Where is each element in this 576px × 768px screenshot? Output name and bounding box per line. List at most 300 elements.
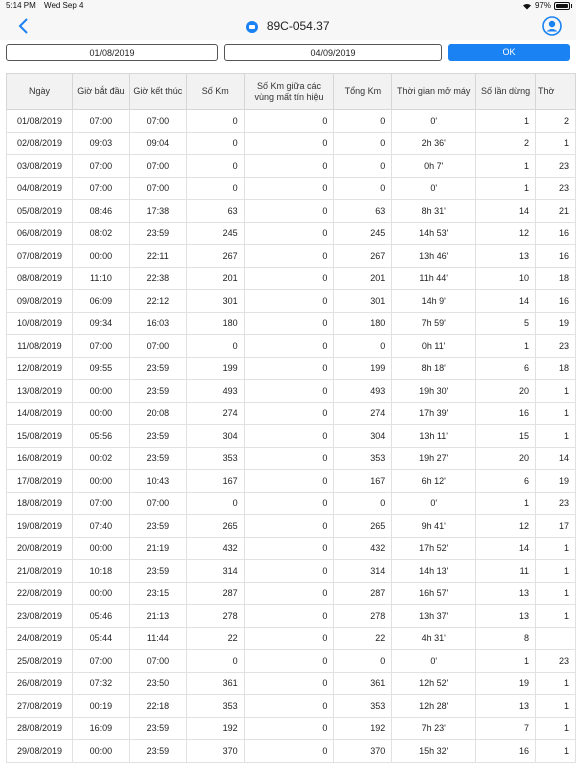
table-cell: 1 [535, 560, 575, 583]
table-cell: 0 [334, 132, 392, 155]
table-cell: 1 [535, 425, 575, 448]
table-row[interactable] [7, 650, 576, 673]
table-cell: 23:59 [129, 425, 186, 448]
table-cell: 0 [244, 740, 334, 763]
table-cell: 0' [392, 110, 476, 133]
table-cell: 17:38 [129, 200, 186, 223]
table-cell: 0 [244, 312, 334, 335]
table-cell: 432 [186, 537, 244, 560]
table-cell: 9h 41' [392, 515, 476, 538]
table-cell: 00:00 [72, 245, 129, 268]
table-cell: 13 [476, 582, 536, 605]
table-cell: 07:00 [129, 110, 186, 133]
table-cell: 167 [186, 470, 244, 493]
table-cell: 09:55 [72, 357, 129, 380]
table-cell: 353 [186, 447, 244, 470]
header-engine-time: Thời gian mở máy [392, 74, 476, 110]
table-row[interactable] [7, 380, 576, 403]
table-cell: 1 [476, 177, 536, 200]
table-cell: 1 [476, 335, 536, 358]
table-cell: 2 [476, 132, 536, 155]
table-cell: 04/08/2019 [7, 177, 73, 200]
table-cell: 07:00 [129, 335, 186, 358]
table-cell: 22:18 [129, 695, 186, 718]
table-cell: 6h 12' [392, 470, 476, 493]
table-cell: 0 [244, 627, 334, 650]
table-cell: 07:00 [129, 492, 186, 515]
table-row[interactable] [7, 717, 576, 740]
table-cell: 0 [186, 492, 244, 515]
table-cell: 08/08/2019 [7, 267, 73, 290]
table-cell: 1 [535, 740, 575, 763]
table-cell: 1 [535, 402, 575, 425]
table-cell: 00:19 [72, 695, 129, 718]
profile-button[interactable] [542, 16, 562, 36]
table-cell: 1 [535, 605, 575, 628]
table-cell: 15/08/2019 [7, 425, 73, 448]
table-cell: 6 [476, 470, 536, 493]
table-cell: 21:19 [129, 537, 186, 560]
table-cell: 19 [476, 672, 536, 695]
table-cell: 1 [535, 672, 575, 695]
table-cell: 20:08 [129, 402, 186, 425]
table-cell: 8h 31' [392, 200, 476, 223]
table-cell: 0 [244, 537, 334, 560]
table-cell: 22:12 [129, 290, 186, 313]
table-cell: 08:46 [72, 200, 129, 223]
table-cell: 14 [476, 290, 536, 313]
table-cell: 11:10 [72, 267, 129, 290]
table-cell: 0 [244, 425, 334, 448]
table-cell: 07:40 [72, 515, 129, 538]
table-cell: 314 [186, 560, 244, 583]
table-cell: 23:50 [129, 672, 186, 695]
table-cell: 0 [334, 177, 392, 200]
table-cell: 13/08/2019 [7, 380, 73, 403]
table-cell: 1 [535, 582, 575, 605]
table-row[interactable] [7, 695, 576, 718]
ok-button[interactable]: OK [448, 44, 570, 61]
table-cell: 0 [244, 245, 334, 268]
table-cell: 19h 30' [392, 380, 476, 403]
table-cell: 0 [186, 155, 244, 178]
table-cell: 09:34 [72, 312, 129, 335]
table-cell: 07/08/2019 [7, 245, 73, 268]
status-time: 5:14 PM [6, 1, 36, 10]
table-cell: 301 [186, 290, 244, 313]
table-cell: 23 [535, 177, 575, 200]
table-cell: 1 [476, 650, 536, 673]
table-cell: 18 [535, 267, 575, 290]
table-cell: 1 [535, 717, 575, 740]
table-cell: 2 [535, 110, 575, 133]
table-cell: 5 [476, 312, 536, 335]
table-cell: 0 [244, 560, 334, 583]
table-cell: 1 [535, 695, 575, 718]
table-cell: 265 [334, 515, 392, 538]
table-cell: 20/08/2019 [7, 537, 73, 560]
table-cell: 0 [244, 267, 334, 290]
table-cell: 6 [476, 357, 536, 380]
report-table-container[interactable] [6, 73, 576, 768]
table-cell: 22 [334, 627, 392, 650]
header-km-signal-loss: Số Km giữa các vùng mất tín hiệu [244, 74, 334, 110]
table-cell: 1 [476, 492, 536, 515]
table-cell: 14h 13' [392, 560, 476, 583]
table-cell: 06:09 [72, 290, 129, 313]
table-cell: 0' [392, 177, 476, 200]
table-cell: 7h 59' [392, 312, 476, 335]
table-cell: 29/08/2019 [7, 740, 73, 763]
table-header-row [7, 74, 576, 110]
table-cell: 07:00 [129, 177, 186, 200]
table-cell: 23 [535, 492, 575, 515]
table-cell: 0 [334, 650, 392, 673]
table-cell: 14h 9' [392, 290, 476, 313]
table-cell: 23 [535, 155, 575, 178]
table-cell: 0 [186, 650, 244, 673]
table-cell: 07:32 [72, 672, 129, 695]
table-cell: 08:02 [72, 222, 129, 245]
table-row[interactable] [7, 290, 576, 313]
filter-bar [0, 40, 576, 70]
table-cell: 23 [535, 650, 575, 673]
table-cell: 28/08/2019 [7, 717, 73, 740]
user-icon [542, 16, 562, 36]
table-cell: 12h 52' [392, 672, 476, 695]
table-cell: 19 [535, 470, 575, 493]
table-cell: 09/08/2019 [7, 290, 73, 313]
table-cell: 21:13 [129, 605, 186, 628]
table-cell: 180 [186, 312, 244, 335]
header-end-time: Giờ kết thúc [129, 74, 186, 110]
table-row[interactable] [7, 605, 576, 628]
table-cell: 16 [535, 245, 575, 268]
table-cell: 13h 46' [392, 245, 476, 268]
table-cell: 0h 11' [392, 335, 476, 358]
table-cell: 1 [476, 110, 536, 133]
table-cell: 19/08/2019 [7, 515, 73, 538]
table-cell: 0 [244, 335, 334, 358]
table-cell: 23:59 [129, 740, 186, 763]
car-icon [246, 21, 258, 33]
table-cell: 11 [476, 560, 536, 583]
table-cell: 63 [334, 200, 392, 223]
table-cell: 13 [476, 695, 536, 718]
table-cell: 0 [244, 177, 334, 200]
table-cell: 00:00 [72, 380, 129, 403]
table-cell: 11:44 [129, 627, 186, 650]
table-cell: 16 [535, 290, 575, 313]
table-cell: 23:59 [129, 447, 186, 470]
table-cell: 07:00 [72, 110, 129, 133]
table-cell: 17h 52' [392, 537, 476, 560]
table-row[interactable] [7, 447, 576, 470]
table-cell: 2h 36' [392, 132, 476, 155]
table-cell: 00:00 [72, 582, 129, 605]
table-cell: 16/08/2019 [7, 447, 73, 470]
table-row[interactable] [7, 357, 576, 380]
header-total-km: Tổng Km [334, 74, 392, 110]
table-cell: 05:44 [72, 627, 129, 650]
table-cell: 493 [186, 380, 244, 403]
table-cell: 0 [244, 470, 334, 493]
table-cell: 00:00 [72, 470, 129, 493]
table-row[interactable] [7, 515, 576, 538]
table-cell: 0 [244, 290, 334, 313]
table-cell: 01/08/2019 [7, 110, 73, 133]
table-row[interactable] [7, 155, 576, 178]
table-cell: 07:00 [72, 177, 129, 200]
table-cell: 278 [186, 605, 244, 628]
table-cell: 14/08/2019 [7, 402, 73, 425]
table-cell: 0 [244, 380, 334, 403]
table-cell: 0 [244, 582, 334, 605]
table-cell: 0 [244, 110, 334, 133]
table-row[interactable] [7, 740, 576, 763]
table-cell: 1 [535, 537, 575, 560]
table-cell: 304 [334, 425, 392, 448]
table-cell: 353 [334, 447, 392, 470]
table-cell: 199 [334, 357, 392, 380]
table-cell: 0 [244, 200, 334, 223]
table-cell: 16 [476, 402, 536, 425]
table-cell: 11h 44' [392, 267, 476, 290]
table-cell: 0 [244, 650, 334, 673]
table-cell: 267 [334, 245, 392, 268]
table-cell: 05/08/2019 [7, 200, 73, 223]
table-cell: 0 [186, 335, 244, 358]
table-cell: 23 [535, 335, 575, 358]
plate-number: 89C-054.37 [266, 19, 330, 33]
table-row[interactable] [7, 537, 576, 560]
table-cell: 370 [334, 740, 392, 763]
table-cell: 18/08/2019 [7, 492, 73, 515]
table-row[interactable] [7, 267, 576, 290]
table-cell: 23:59 [129, 380, 186, 403]
table-cell: 07:00 [72, 155, 129, 178]
table-cell: 06/08/2019 [7, 222, 73, 245]
table-cell: 201 [186, 267, 244, 290]
table-cell: 19h 27' [392, 447, 476, 470]
table-cell: 7h 23' [392, 717, 476, 740]
table-cell: 267 [186, 245, 244, 268]
table-cell: 167 [334, 470, 392, 493]
table-cell: 63 [186, 200, 244, 223]
table-cell: 07:00 [72, 492, 129, 515]
battery-percent: 97% [534, 1, 551, 10]
table-cell: 13h 37' [392, 605, 476, 628]
table-cell: 14 [535, 447, 575, 470]
table-cell: 301 [334, 290, 392, 313]
table-cell: 12 [476, 222, 536, 245]
table-cell: 0 [244, 155, 334, 178]
table-row[interactable] [7, 470, 576, 493]
table-cell: 0 [244, 402, 334, 425]
table-cell: 0 [244, 515, 334, 538]
table-cell: 22 [186, 627, 244, 650]
table-cell: 0 [334, 110, 392, 133]
table-cell: 10/08/2019 [7, 312, 73, 335]
vehicle-title [0, 19, 576, 33]
table-cell: 1 [476, 155, 536, 178]
table-cell: 12h 28' [392, 695, 476, 718]
table-cell: 4h 31' [392, 627, 476, 650]
table-cell: 0 [244, 695, 334, 718]
table-cell: 361 [334, 672, 392, 695]
table-row[interactable] [7, 200, 576, 223]
table-cell: 15h 32' [392, 740, 476, 763]
table-cell: 15 [476, 425, 536, 448]
to-date-field[interactable]: 04/09/2019 [224, 44, 442, 61]
table-row[interactable] [7, 582, 576, 605]
table-cell: 0 [334, 492, 392, 515]
table-cell: 1 [535, 132, 575, 155]
table-cell: 432 [334, 537, 392, 560]
table-cell: 274 [334, 402, 392, 425]
table-cell: 0 [186, 110, 244, 133]
table-cell: 10 [476, 267, 536, 290]
table-row[interactable] [7, 312, 576, 335]
table-cell: 07:00 [129, 155, 186, 178]
table-cell: 16 [476, 740, 536, 763]
status-bar [0, 0, 576, 12]
table-cell: 22/08/2019 [7, 582, 73, 605]
table-cell: 0' [392, 650, 476, 673]
table-row[interactable] [7, 402, 576, 425]
table-cell: 17 [535, 515, 575, 538]
table-cell: 26/08/2019 [7, 672, 73, 695]
header-partial: Thờ [535, 74, 575, 110]
table-cell: 8 [476, 627, 536, 650]
table-cell: 7 [476, 717, 536, 740]
table-cell: 14h 53' [392, 222, 476, 245]
table-cell: 370 [186, 740, 244, 763]
table-cell: 23:15 [129, 582, 186, 605]
table-cell: 23/08/2019 [7, 605, 73, 628]
table-cell: 24/08/2019 [7, 627, 73, 650]
table-row[interactable] [7, 177, 576, 200]
table-cell: 361 [186, 672, 244, 695]
table-cell: 00:00 [72, 402, 129, 425]
table-cell: 00:00 [72, 740, 129, 763]
table-row[interactable] [7, 492, 576, 515]
table-cell: 16 [535, 222, 575, 245]
table-cell: 16h 57' [392, 582, 476, 605]
table-cell: 0 [334, 335, 392, 358]
table-cell: 0 [244, 357, 334, 380]
report-table [6, 73, 576, 763]
table-cell: 17h 39' [392, 402, 476, 425]
table-row[interactable] [7, 425, 576, 448]
table-cell: 19 [535, 312, 575, 335]
table-cell: 245 [186, 222, 244, 245]
table-cell: 14 [476, 537, 536, 560]
table-cell: 10:43 [129, 470, 186, 493]
table-cell: 18 [535, 357, 575, 380]
table-cell: 07:00 [72, 335, 129, 358]
table-cell: 0 [186, 177, 244, 200]
table-cell: 22:38 [129, 267, 186, 290]
table-cell: 09:04 [129, 132, 186, 155]
table-cell: 314 [334, 560, 392, 583]
table-cell: 23:59 [129, 717, 186, 740]
battery-icon [554, 2, 570, 10]
table-cell: 14 [476, 200, 536, 223]
table-row[interactable] [7, 222, 576, 245]
table-cell: 22:11 [129, 245, 186, 268]
table-row[interactable] [7, 672, 576, 695]
table-cell: 16:03 [129, 312, 186, 335]
table-cell: 25/08/2019 [7, 650, 73, 673]
table-cell: 09:03 [72, 132, 129, 155]
table-cell: 20 [476, 447, 536, 470]
table-cell: 13 [476, 245, 536, 268]
table-cell: 493 [334, 380, 392, 403]
table-cell: 8h 18' [392, 357, 476, 380]
table-cell: 13 [476, 605, 536, 628]
table-cell: 00:00 [72, 537, 129, 560]
table-cell: 0 [244, 492, 334, 515]
table-cell: 02/08/2019 [7, 132, 73, 155]
table-row[interactable] [7, 132, 576, 155]
table-cell: 0 [244, 132, 334, 155]
table-cell: 0' [392, 492, 476, 515]
table-cell: 287 [334, 582, 392, 605]
header-km: Số Km [186, 74, 244, 110]
table-cell: 192 [334, 717, 392, 740]
table-cell: 0 [244, 222, 334, 245]
table-cell: 0 [244, 672, 334, 695]
table-cell: 27/08/2019 [7, 695, 73, 718]
header-date: Ngày [7, 74, 73, 110]
table-cell: 192 [186, 717, 244, 740]
table-cell: 05:56 [72, 425, 129, 448]
table-row[interactable] [7, 627, 576, 650]
table-cell: 304 [186, 425, 244, 448]
table-cell [535, 627, 575, 650]
table-row[interactable] [7, 110, 576, 133]
table-row[interactable] [7, 560, 576, 583]
header-stop-count: Số lần dừng [476, 74, 536, 110]
table-cell: 274 [186, 402, 244, 425]
table-cell: 23:59 [129, 515, 186, 538]
table-cell: 0 [334, 155, 392, 178]
table-cell: 07:00 [72, 650, 129, 673]
header-start-time: Giờ bắt đầu [72, 74, 129, 110]
table-cell: 0 [244, 717, 334, 740]
table-cell: 12/08/2019 [7, 357, 73, 380]
table-cell: 0 [244, 447, 334, 470]
table-cell: 16:09 [72, 717, 129, 740]
wifi-icon [522, 2, 532, 10]
from-date-field[interactable]: 01/08/2019 [6, 44, 218, 61]
table-cell: 265 [186, 515, 244, 538]
table-cell: 03/08/2019 [7, 155, 73, 178]
table-cell: 353 [186, 695, 244, 718]
table-cell: 199 [186, 357, 244, 380]
table-cell: 17/08/2019 [7, 470, 73, 493]
nav-bar [0, 12, 576, 41]
table-cell: 07:00 [129, 650, 186, 673]
table-cell: 10:18 [72, 560, 129, 583]
table-cell: 0 [244, 605, 334, 628]
table-cell: 23:59 [129, 560, 186, 583]
table-row[interactable] [7, 245, 576, 268]
table-cell: 23:59 [129, 357, 186, 380]
table-row[interactable] [7, 335, 576, 358]
table-cell: 05:46 [72, 605, 129, 628]
